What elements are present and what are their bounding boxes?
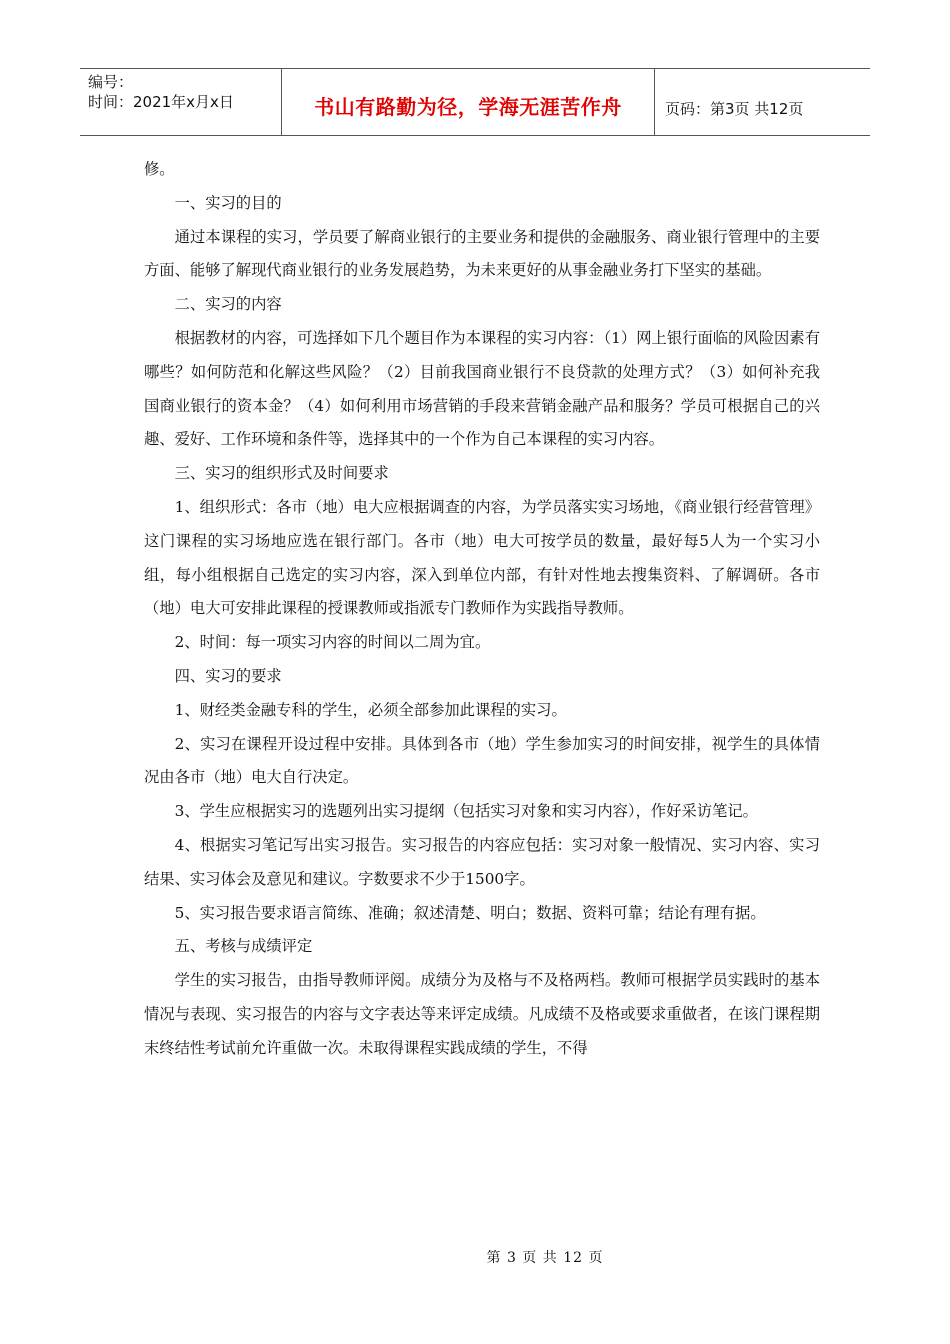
body-paragraph: 一、实习的目的 — [174, 193, 282, 212]
body-paragraph: 2、实习在课程开设过程中安排。具体到各市（地）学生参加实习的时间安排，视学生的具体情况由各市（地）电大自行决定。 — [144, 734, 820, 787]
body-paragraph: 根据教材的内容，可选择如下几个题目作为本课程的实习内容：（1）网上银行面临的风险因素有哪些？如何防范和化解这些风险？（2）目前我国商业银行不良贷款的处理方式？（3）如何补充我国商业银行的资本金？（4）如何利用市场营销的手段来营销金融产品和服务？学员可根据自己的兴趣、爱好、工作环境和条件等，选择其中的一个作为自己本课程的实习内容。 — [144, 328, 820, 449]
body-paragraph: 五、考核与成绩评定 — [174, 937, 313, 956]
document-time-label: 时间：2021年x月x日 — [88, 93, 234, 111]
document-number-label: 编号： — [88, 73, 134, 91]
header-motto: 书山有路勤为径，学海无涯苦作舟 — [282, 69, 655, 135]
body-paragraph: 3、学生应根据实习的选题列出实习提纲（包括实习对象和实习内容），作好采访笔记。 — [174, 802, 758, 821]
page-header — [80, 68, 870, 136]
header-meta — [80, 69, 282, 135]
body-paragraph: 1、财经类金融专科的学生，必须全部参加此课程的实习。 — [174, 700, 567, 719]
page-footer: 第 3 页 共 12 页 — [486, 1250, 604, 1266]
body-paragraph: 2、时间：每一项实习内容的时间以二周为宜。 — [174, 633, 491, 652]
body-paragraph: 1、组织形式：各市（地）电大应根据调查的内容，为学员落实实习场地，《商业银行经营管理》这门课程的实习场地应选在银行部门。各市（地）电大可按学员的数量，最好每5人为一个实习小组，每小组根据自己选定的实习内容，深入到单位内部，有针对性地去搜集资料、了解调研。各市（地）电大可安排此课程的授课教师或指派专门教师作为实践指导教师。 — [144, 497, 820, 618]
body-paragraph: 4、根据实习笔记写出实习报告。实习报告的内容应包括：实习对象一般情况、实习内容、实习结果、实习体会及意见和建议。字数要求不少于1500字。 — [144, 835, 820, 888]
body-paragraph: 通过本课程的实习，学员要了解商业银行的主要业务和提供的金融服务、商业银行管理中的主要方面、能够了解现代商业银行的业务发展趋势，为未来更好的从事金融业务打下坚实的基础。 — [144, 227, 820, 280]
header-page-info: 页码：第3页 共12页 — [665, 99, 804, 118]
document-body — [144, 153, 820, 1066]
body-paragraph: 四、实习的要求 — [174, 666, 282, 685]
body-paragraph: 修。 — [144, 160, 175, 178]
body-paragraph: 5、实习报告要求语言简练、准确；叙述清楚、明白；数据、资料可靠；结论有理有据。 — [174, 903, 766, 922]
body-paragraph: 二、实习的内容 — [174, 295, 282, 314]
body-paragraph: 三、实习的组织形式及时间要求 — [174, 464, 389, 483]
body-paragraph: 学生的实习报告，由指导教师评阅。成绩分为及格与不及格两档。教师可根据学员实践时的基本情况与表现、实习报告的内容与文字表达等来评定成绩。凡成绩不及格或要求重做者，在该门课程期末终结性考试前允许重做一次。未取得课程实践成绩的学生，不得 — [144, 971, 820, 1057]
